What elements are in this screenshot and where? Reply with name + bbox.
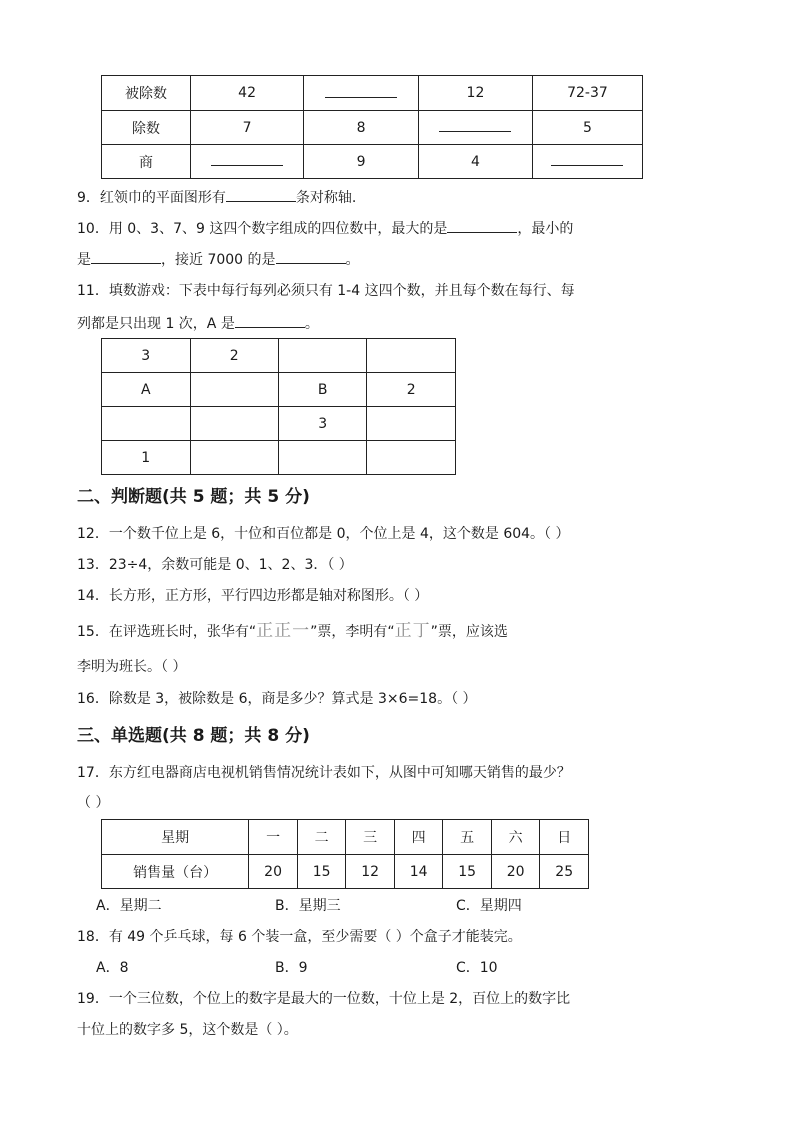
- table-cell-blank: [532, 145, 642, 179]
- question-text: 10．用 0、3、7、9 这四个数字组成的四位数中，最大的是: [77, 221, 448, 237]
- sales-value: 20: [491, 855, 540, 889]
- day-header: 六: [491, 820, 540, 855]
- question-10-line-2: [77, 249, 360, 270]
- row-label: 被除数: [102, 76, 191, 111]
- question-text: 。: [345, 252, 360, 268]
- grid-cell: B: [278, 373, 367, 407]
- answer-blank: [211, 153, 283, 166]
- option-a[interactable]: A．8: [96, 960, 129, 976]
- question-text: 是: [77, 252, 91, 268]
- grid-cell: [190, 407, 278, 441]
- day-header: 三: [346, 820, 395, 855]
- sales-table: [101, 819, 589, 889]
- table-cell: 4: [418, 145, 532, 179]
- sales-value: 15: [443, 855, 492, 889]
- question-10-line-1: [77, 218, 573, 239]
- question-text: ，最小的: [517, 221, 574, 237]
- question-9: [77, 187, 356, 208]
- answer-blank: [447, 218, 517, 233]
- table-cell: 72-37: [532, 76, 642, 111]
- grid-cell: 1: [102, 441, 191, 475]
- table-cell: 12: [418, 76, 532, 111]
- day-header: 四: [394, 820, 443, 855]
- question-15-line-1: [77, 621, 508, 642]
- division-table: [101, 75, 643, 179]
- question-text: 9．红领巾的平面图形有: [77, 190, 226, 206]
- row-label: 商: [102, 145, 191, 179]
- option-a[interactable]: A．星期二: [96, 898, 162, 914]
- grid-cell: [102, 407, 191, 441]
- grid-cell: 2: [190, 339, 278, 373]
- day-header: 日: [540, 820, 589, 855]
- grid-cell: [278, 441, 367, 475]
- answer-blank: [325, 85, 397, 98]
- question-11-line-1: 11．填数游戏：下表中每行每列必须只有 1-4 这四个数，并且每个数在每行、每: [77, 283, 575, 299]
- grid-cell: [367, 407, 456, 441]
- grid-cell: [278, 339, 367, 373]
- question-text: 15．在评选班长时，张华有“: [77, 624, 257, 640]
- table-cell-blank: [304, 76, 419, 111]
- sales-value: 14: [394, 855, 443, 889]
- grid-cell: [367, 441, 456, 475]
- option-b[interactable]: B．9: [275, 960, 308, 976]
- sales-value: 12: [346, 855, 395, 889]
- question-17-line-2: （ ）: [77, 795, 110, 811]
- question-14: 14．长方形，正方形，平行四边形都是轴对称图形。（ ）: [77, 588, 429, 604]
- question-text: 。: [304, 316, 319, 332]
- table-cell: 9: [304, 145, 419, 179]
- question-13: 13．23÷4，余数可能是 0、1、2、3．（ ）: [77, 557, 353, 573]
- answer-blank: [235, 313, 305, 328]
- answer-blank: [91, 249, 161, 264]
- section-2-title: 二、判断题(共 5 题；共 5 分): [77, 487, 310, 507]
- day-header: 一: [249, 820, 298, 855]
- section-3-title: 三、单选题(共 8 题；共 8 分): [77, 726, 310, 746]
- answer-blank: [226, 187, 296, 202]
- question-text: ”票，李明有“: [310, 624, 395, 640]
- question-15-line-2: 李明为班长。（ ）: [77, 659, 187, 675]
- table-cell: 8: [304, 111, 419, 145]
- question-text: 列都是只出现 1 次，A 是: [77, 316, 235, 332]
- question-16: 16．除数是 3，被除数是 6，商是多少？算式是 3×6=18。（ ）: [77, 691, 477, 707]
- option-c[interactable]: C．10: [456, 960, 498, 976]
- row-label: 销售量（台）: [102, 855, 249, 889]
- question-11-line-2: [77, 313, 319, 334]
- question-17-line-1: 17．东方红电器商店电视机销售情况统计表如下，从图中可知哪天销售的最少？: [77, 765, 571, 781]
- answer-blank: [551, 153, 623, 166]
- table-cell-blank: [191, 145, 304, 179]
- question-12: 12．一个数千位上是 6，十位和百位都是 0，个位上是 4，这个数是 604。（ ）: [77, 526, 570, 542]
- day-header: 二: [297, 820, 346, 855]
- table-cell: 7: [191, 111, 304, 145]
- number-grid: [101, 338, 456, 475]
- grid-cell: [367, 339, 456, 373]
- grid-cell: [190, 441, 278, 475]
- tally-marks: 正丁: [394, 621, 431, 641]
- table-cell: 5: [532, 111, 642, 145]
- sales-value: 15: [297, 855, 346, 889]
- option-b[interactable]: B．星期三: [275, 898, 341, 914]
- grid-cell: 3: [102, 339, 191, 373]
- grid-cell: A: [102, 373, 191, 407]
- tally-marks: 正正一: [256, 621, 311, 641]
- day-header: 五: [443, 820, 492, 855]
- grid-cell: 3: [278, 407, 367, 441]
- question-text: ”票，应该选: [430, 624, 508, 640]
- question-19-line-1: 19．一个三位数，个位上的数字是最大的一位数，十位上是 2，百位上的数字比: [77, 991, 571, 1007]
- row-label: 除数: [102, 111, 191, 145]
- option-c[interactable]: C．星期四: [456, 898, 522, 914]
- question-text: 条对称轴.: [295, 190, 357, 206]
- question-text: ，接近 7000 的是: [161, 252, 276, 268]
- header-label: 星期: [102, 820, 249, 855]
- question-18: 18．有 49 个乒乓球，每 6 个装一盒，至少需要（ ）个盒子才能装完。: [77, 929, 522, 945]
- sales-value: 25: [540, 855, 589, 889]
- answer-blank: [276, 249, 346, 264]
- grid-cell: [190, 373, 278, 407]
- question-19-line-2: 十位上的数字多 5，这个数是（ ）。: [77, 1022, 298, 1038]
- grid-cell: 2: [367, 373, 456, 407]
- table-cell-blank: [418, 111, 532, 145]
- answer-blank: [439, 119, 511, 132]
- table-cell: 42: [191, 76, 304, 111]
- sales-value: 20: [249, 855, 298, 889]
